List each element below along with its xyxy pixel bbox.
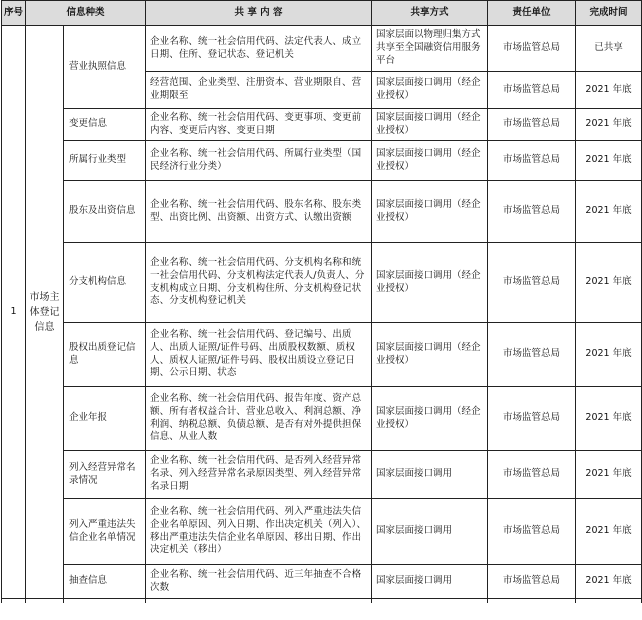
- info-type-cell: 营业执照信息: [64, 26, 146, 109]
- unit-cell: 市场监管总局: [488, 181, 576, 243]
- mode-cell: 国家层面接口调用（经企业授权）: [372, 387, 488, 451]
- mode-cell: 国家层面接口调用（经企业授权）: [372, 181, 488, 243]
- info-type-cell: 企业年报: [64, 387, 146, 451]
- header-mode: 共享方式: [372, 1, 488, 26]
- content-cell: 企业名称、统一社会信用代码、分支机构名称和统一社会信用代码、分支机构法定代表人/负责人、分支机构成立日期、分支机构住所、分支机构登记状态、分支机构登记机关: [146, 243, 372, 323]
- empty-cell: [488, 599, 576, 604]
- empty-cell: [26, 599, 64, 604]
- table-row: [2, 387, 642, 451]
- time-cell: 2021 年底: [576, 181, 642, 243]
- content-cell: 企业名称、统一社会信用代码、报告年度、资产总额、所有者权益合计、营业总收入、利润总额、净利润、纳税总额、负债总额、是否有对外提供担保信息、从业人数: [146, 387, 372, 451]
- mode-cell: 国家层面接口调用: [372, 499, 488, 565]
- content-cell: 经营范围、企业类型、注册资本、营业期限自、营业期限至: [146, 72, 372, 109]
- table-row: [2, 181, 642, 243]
- unit-cell: 市场监管总局: [488, 387, 576, 451]
- unit-cell: 市场监管总局: [488, 72, 576, 109]
- row-seq: 1: [2, 26, 26, 599]
- empty-cell: [372, 599, 488, 604]
- unit-cell: 市场监管总局: [488, 323, 576, 387]
- unit-cell: 市场监管总局: [488, 565, 576, 599]
- content-cell: 企业名称、统一社会信用代码、法定代表人、成立日期、住所、登记状态、登记机关: [146, 26, 372, 72]
- content-cell: 企业名称、统一社会信用代码、所属行业类型（国民经济行业分类）: [146, 141, 372, 181]
- table-row: [2, 323, 642, 387]
- info-type-cell: 所属行业类型: [64, 141, 146, 181]
- mode-cell: 国家层面接口调用（经企业授权）: [372, 323, 488, 387]
- info-type-cell: 变更信息: [64, 109, 146, 141]
- table-row: [2, 243, 642, 323]
- table-row: [2, 499, 642, 565]
- mode-cell: 国家层面接口调用（经企业授权）: [372, 72, 488, 109]
- info-type-cell: 列入严重违法失信企业名单情况: [64, 499, 146, 565]
- category-cell: 市场主体登记信息: [26, 26, 64, 599]
- content-cell: 企业名称、统一社会信用代码、变更事项、变更前内容、变更后内容、变更日期: [146, 109, 372, 141]
- time-cell: 2021 年底: [576, 499, 642, 565]
- info-type-cell: 股东及出资信息: [64, 181, 146, 243]
- header-info-type: 信息种类: [26, 1, 146, 26]
- empty-cell: [146, 599, 372, 604]
- mode-cell: 国家层面接口调用: [372, 451, 488, 499]
- unit-cell: 市场监管总局: [488, 451, 576, 499]
- mode-cell: 国家层面接口调用（经企业授权）: [372, 141, 488, 181]
- unit-cell: 市场监管总局: [488, 109, 576, 141]
- time-cell: 已共享: [576, 26, 642, 72]
- unit-cell: 市场监管总局: [488, 141, 576, 181]
- time-cell: 2021 年底: [576, 243, 642, 323]
- table-row: [2, 109, 642, 141]
- mode-cell: 国家层面接口调用: [372, 565, 488, 599]
- empty-cell: [2, 599, 26, 604]
- info-sharing-table: [1, 0, 642, 603]
- header-time: 完成时间: [576, 1, 642, 26]
- content-cell: 企业名称、统一社会信用代码、股东名称、股东类型、出资比例、出资额、出资方式、认缴出资额: [146, 181, 372, 243]
- table-row: [2, 26, 642, 72]
- mode-cell: 国家层面接口调用（经企业授权）: [372, 243, 488, 323]
- info-type-cell: 列入经营异常名录情况: [64, 451, 146, 499]
- info-type-cell: 股权出质登记信息: [64, 323, 146, 387]
- time-cell: 2021 年底: [576, 323, 642, 387]
- info-type-cell: 抽查信息: [64, 565, 146, 599]
- empty-cell: [64, 599, 146, 604]
- table-row: [2, 451, 642, 499]
- time-cell: 2021 年底: [576, 109, 642, 141]
- table-row-cut: [2, 599, 642, 604]
- empty-cell: [576, 599, 642, 604]
- unit-cell: 市场监管总局: [488, 499, 576, 565]
- table-row: [2, 141, 642, 181]
- unit-cell: 市场监管总局: [488, 243, 576, 323]
- unit-cell: 市场监管总局: [488, 26, 576, 72]
- mode-cell: 国家层面以物理归集方式共享至全国融资信用服务平台: [372, 26, 488, 72]
- table-header-row: [2, 1, 642, 26]
- time-cell: 2021 年底: [576, 141, 642, 181]
- time-cell: 2021 年底: [576, 72, 642, 109]
- content-cell: 企业名称、统一社会信用代码、登记编号、出质人、出质人证照/证件号码、出质股权数额、质权人、质权人证照/证件号码、股权出质设立登记日期、公示日期、状态: [146, 323, 372, 387]
- header-unit: 责任单位: [488, 1, 576, 26]
- table-row: [2, 565, 642, 599]
- time-cell: 2021 年底: [576, 451, 642, 499]
- time-cell: 2021 年底: [576, 565, 642, 599]
- content-cell: 企业名称、统一社会信用代码、近三年抽查不合格次数: [146, 565, 372, 599]
- content-cell: 企业名称、统一社会信用代码、是否列入经营异常名录、列入经营异常名录原因类型、列入经营异常名录日期: [146, 451, 372, 499]
- mode-cell: 国家层面接口调用（经企业授权）: [372, 109, 488, 141]
- time-cell: 2021 年底: [576, 387, 642, 451]
- header-seq: 序号: [2, 1, 26, 26]
- content-cell: 企业名称、统一社会信用代码、列入严重违法失信企业名单原因、列入日期、作出决定机关（列入）、移出严重违法失信企业名单原因、移出日期、作出决定机关（移出）: [146, 499, 372, 565]
- info-type-cell: 分支机构信息: [64, 243, 146, 323]
- header-content: 共 享 内 容: [146, 1, 372, 26]
